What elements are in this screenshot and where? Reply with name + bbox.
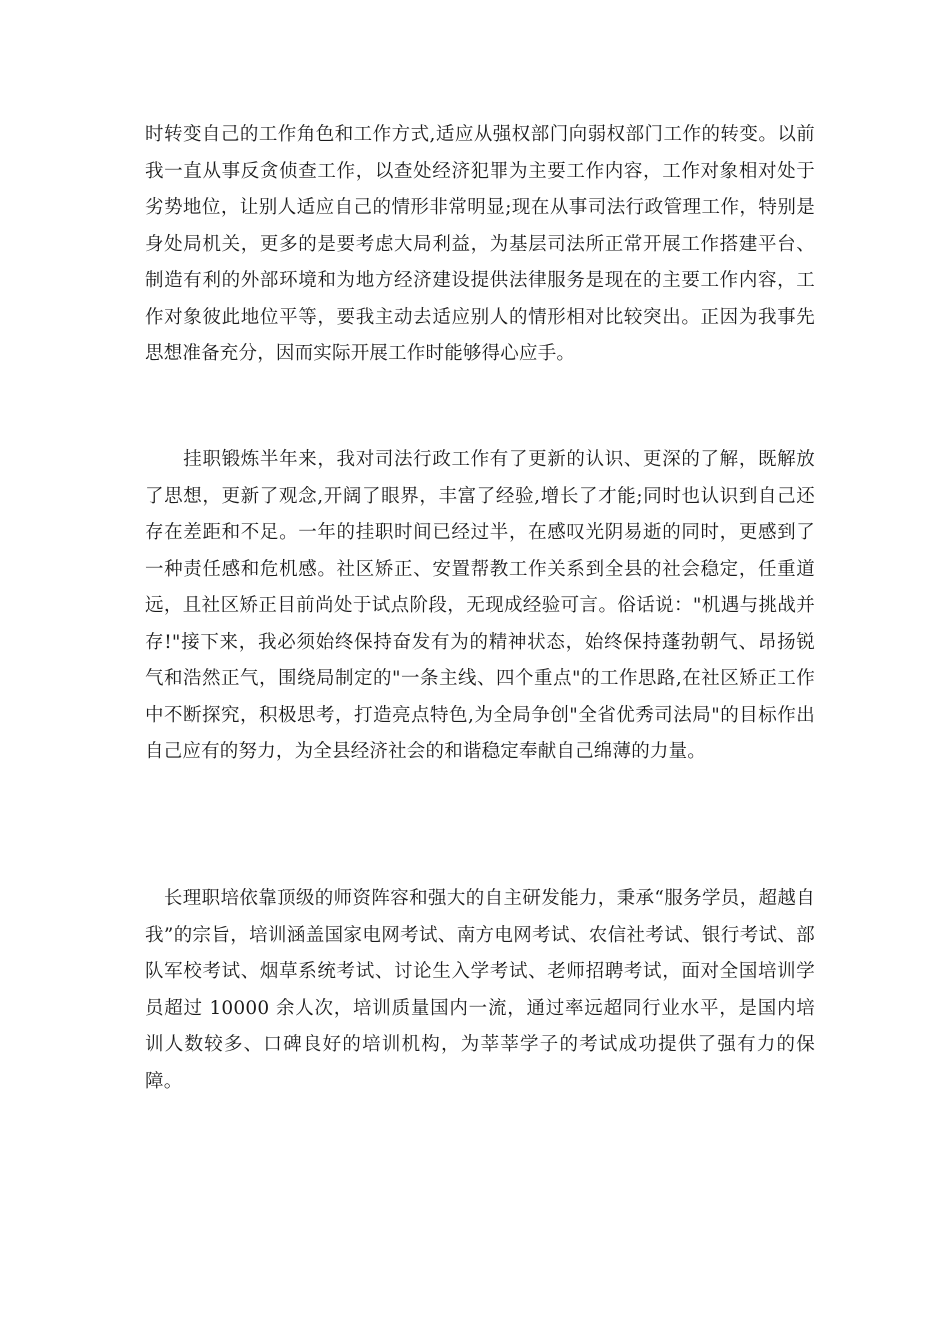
paragraph-work-role-transition: 时转变自己的工作角色和工作方式,适应从强权部门向弱权部门工作的转变。以前我一直从事反贪侦查工作，以查处经济犯罪为主要工作内容，工作对象相对处于劣势地位，让别人适应自己的情形非常明显;现在从事司法行政管理工作，特别是身处局机关，更多的是要考虑大局利益，为基层司法所正常开展工作搭建平台、制造有利的外部环境和为地方经济建设提供法律服务是现在的主要工作内容，工作对象彼此地位平等，要我主动去适应别人的情形相对比较突出。正因为我事先思想准备充分，因而实际开展工作时能够得心应手。 [145, 124, 815, 364]
paragraph-secondment-reflection: 挂职锻炼半年来，我对司法行政工作有了更新的认识、更深的了解，既解放了思想，更新了观念,开阔了眼界，丰富了经验,增长了才能;同时也认识到自己还存在差距和不足。一年的挂职时间已经过半，在感叹光阴易逝的同时，更感到了一种责任感和危机感。社区矫正、安置帮教工作关系到全县的社会稳定，任重道远，且社区矫正目前尚处于试点阶段，无现成经验可言。俗话说："机遇与挑战并存!"接下来，我必须始终保持奋发有为的精神状态，始终保持蓬勃朝气、昂扬锐气和浩然正气，围绕局制定的"一条主线、四个重点"的工作思路,在社区矫正工作中不断探究，积极思考，打造亮点特色,为全局争创"全省优秀司法局"的目标作出自己应有的努力，为全县经济社会的和谐稳定奉献自己绵薄的力量。 [145, 449, 815, 762]
paragraph-training-institution: 长理职培依靠顶级的师资阵容和强大的自主研发能力，秉承“服务学员，超越自我”的宗旨，培训涵盖国家电网考试、南方电网考试、农信社考试、银行考试、部队军校考试、烟草系统考试、讨论生入学考试、老师招聘考试，面对全国培训学员超过 10000 余人次，培训质量国内一流，通过率远超同行业水平，是国内培训人数较多、口碑良好的培训机构，为莘莘学子的考试成功提供了强有力的保障。 [145, 888, 815, 1092]
